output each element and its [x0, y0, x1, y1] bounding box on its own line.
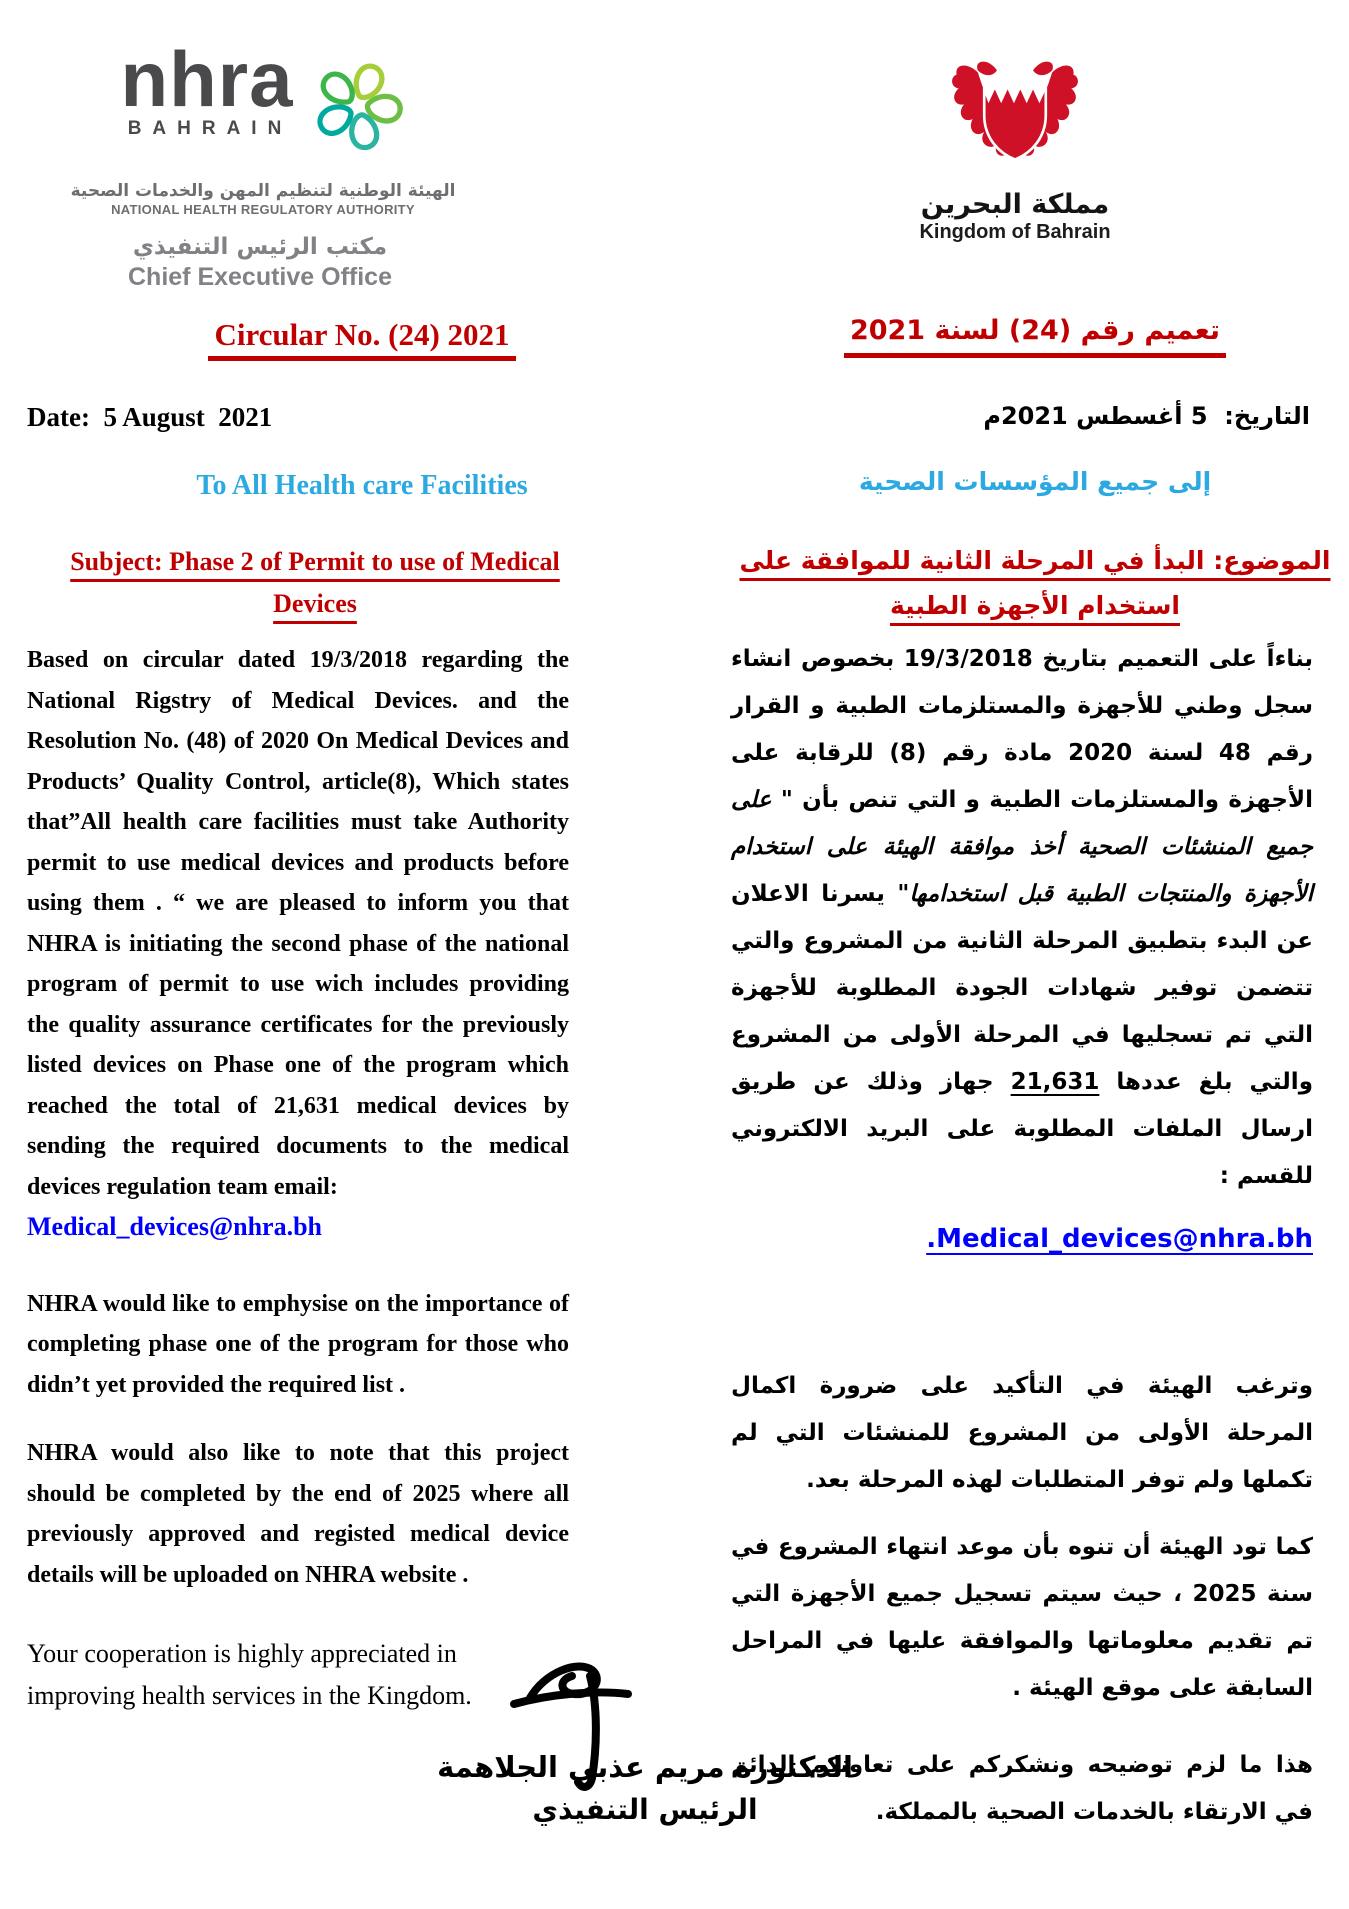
office-label-arabic: مكتب الرئيس التنفيذي: [132, 234, 388, 260]
nhra-flower-icon: [310, 46, 406, 171]
arabic-paragraph-2: وترغب الهيئة في التأكيد على ضرورة اكمال المرحلة الأولى من المشروع للمنشئات التي لم تكملها ولم توفر المتطلبات لهذه المرحلة بعد.: [731, 1373, 1313, 1493]
addressee-line-english: To All Health care Facilities: [196, 470, 528, 501]
kingdom-of-bahrain-block: [875, 52, 1155, 244]
body-column-arabic: [731, 636, 1313, 1836]
date-line-english: Date: 5 August 2021: [27, 402, 273, 432]
subject-line-english: [45, 541, 585, 625]
english-paragraph-1: Based on circular dated 19/3/2018 regarding the National Rigstry of Medical Devices. and the Resolution No. (48) of 2020 On Medical Devices and Products’ Quality Control, article(8), Which states that”All health care facilities must take Authority permit to use medical devices and products before using them . “ we are pleased to inform you that NHRA is initiating the second phase of the national program of permit to use wich includes providing the quality assurance certificates for the previously listed devices on Phase one of the program which reached the total of 21,631 medical devices by sending the required documents to the medical devices regulation team email:: [27, 647, 569, 1200]
signatory-block: [420, 1750, 870, 1826]
addressee-line-arabic: إلى جميع المؤسسات الصحية: [858, 467, 1212, 496]
nhra-logo-wordmark: [120, 35, 294, 140]
chief-executive-office-block: [95, 234, 425, 292]
english-paragraph-2: NHRA would like to emphysise on the importance of completing phase one of the program for those who didn’t yet provided the required list .: [27, 1290, 569, 1398]
nhra-org-name-arabic: الهيئة الوطنية لتنظيم المهن والخدمات الصحية: [70, 181, 456, 201]
nhra-logo-text: nhra: [120, 35, 294, 123]
nhra-logo-subtext: BAHRAIN: [127, 118, 293, 140]
arabic-paragraph-1-quote: على جميع المنشئات الصحية أخذ موافقة الهيئة على استخدام الأجهزة والمنتجات الطبية قبل استخدامها: [731, 787, 1313, 907]
kingdom-name-arabic: مملكة البحرين: [920, 189, 1110, 220]
circular-title-english: [27, 317, 697, 361]
arabic-closing-paragraph: هذا ما لزم توضيحه ونشكركم على تعاونكم الدائم في الارتقاء بالخدمات الصحية بالمملكة.: [731, 1752, 1313, 1825]
english-paragraph-3: NHRA would also like to note that this project should be completed by the end of 2025 where all previously approved and registed medical device details will be uploaded on NHRA website .: [27, 1440, 569, 1588]
nhra-org-name-english: NATIONAL HEALTH REGULATORY AUTHORITY: [111, 202, 415, 217]
email-link-arabic[interactable]: Medical_devices@nhra.bh.: [926, 1224, 1313, 1254]
subject-arabic-text: الموضوع: البدأ في المرحلة الثانية للموافقة على استخدام الأجهزة الطبية: [739, 546, 1331, 620]
circular-title-arabic: [735, 315, 1335, 358]
device-count-value: 21,631: [1010, 1069, 1100, 1095]
date-line-arabic: التاريخ: 5 أغسطس 2021م: [983, 402, 1310, 430]
signatory-name: الدكتورة مريم عذبي الجلاهمة: [437, 1750, 853, 1784]
email-link-english[interactable]: Medical_devices@nhra.bh: [27, 1212, 323, 1241]
arabic-paragraph-1: [731, 636, 1313, 1200]
nhra-header-block: [68, 35, 458, 217]
arabic-paragraph-1-part-b: " يسرنا الاعلان عن البدء بتطبيق المرحلة الثانية من المشروع والتي تتضمن توفير شهادات الجودة المطلوبة للأجهزة التي تم تسجليها في المرحلة الأولى من المشروع والتي بلغ عددها: [731, 881, 1313, 1095]
signatory-title: الرئيس التنفيذي: [532, 1793, 758, 1826]
nhra-logo: [68, 35, 458, 171]
bahrain-coat-of-arms-icon: [946, 167, 1084, 184]
arabic-paragraph-1-part-c: جهاز وذلك عن طريق ارسال الملفات المطلوبة على البريد الالكتروني للقسم :: [731, 1069, 1313, 1189]
body-column-english: [27, 640, 569, 1717]
subject-line-arabic: [735, 538, 1335, 628]
kingdom-name-english: Kingdom of Bahrain: [919, 221, 1111, 243]
english-closing-paragraph: Your cooperation is highly appreciated in improving health services in the Kingdom.: [27, 1639, 472, 1710]
subject-english-text: Subject: Phase 2 of Permit to use of Medical Devices: [70, 547, 560, 618]
arabic-paragraph-1-part-a: بناءاً على التعميم بتاريخ 19/3/2018 بخصوص انشاء سجل وطني للأجهزة والمستلزمات الطبية و القرار رقم 48 لسنة 2020 مادة رقم (8) للرقابة على الأجهزة والمستلزمات الطبية و التي تنص بأن ": [731, 646, 1313, 813]
office-label-english: Chief Executive Office: [128, 263, 392, 291]
arabic-paragraph-3: كما تود الهيئة أن تنوه بأن موعد انتهاء المشروع في سنة 2025 ، حيث سيتم تسجيل جميع الأجهزة التي تم تقديم معلوماتها والموافقة عليها في المراحل السابقة على موقع الهيئة .: [731, 1534, 1313, 1701]
circular-title-arabic-text: تعميم رقم (24) لسنة 2021: [844, 315, 1226, 358]
circular-title-english-text: Circular No. (24) 2021: [208, 317, 515, 361]
